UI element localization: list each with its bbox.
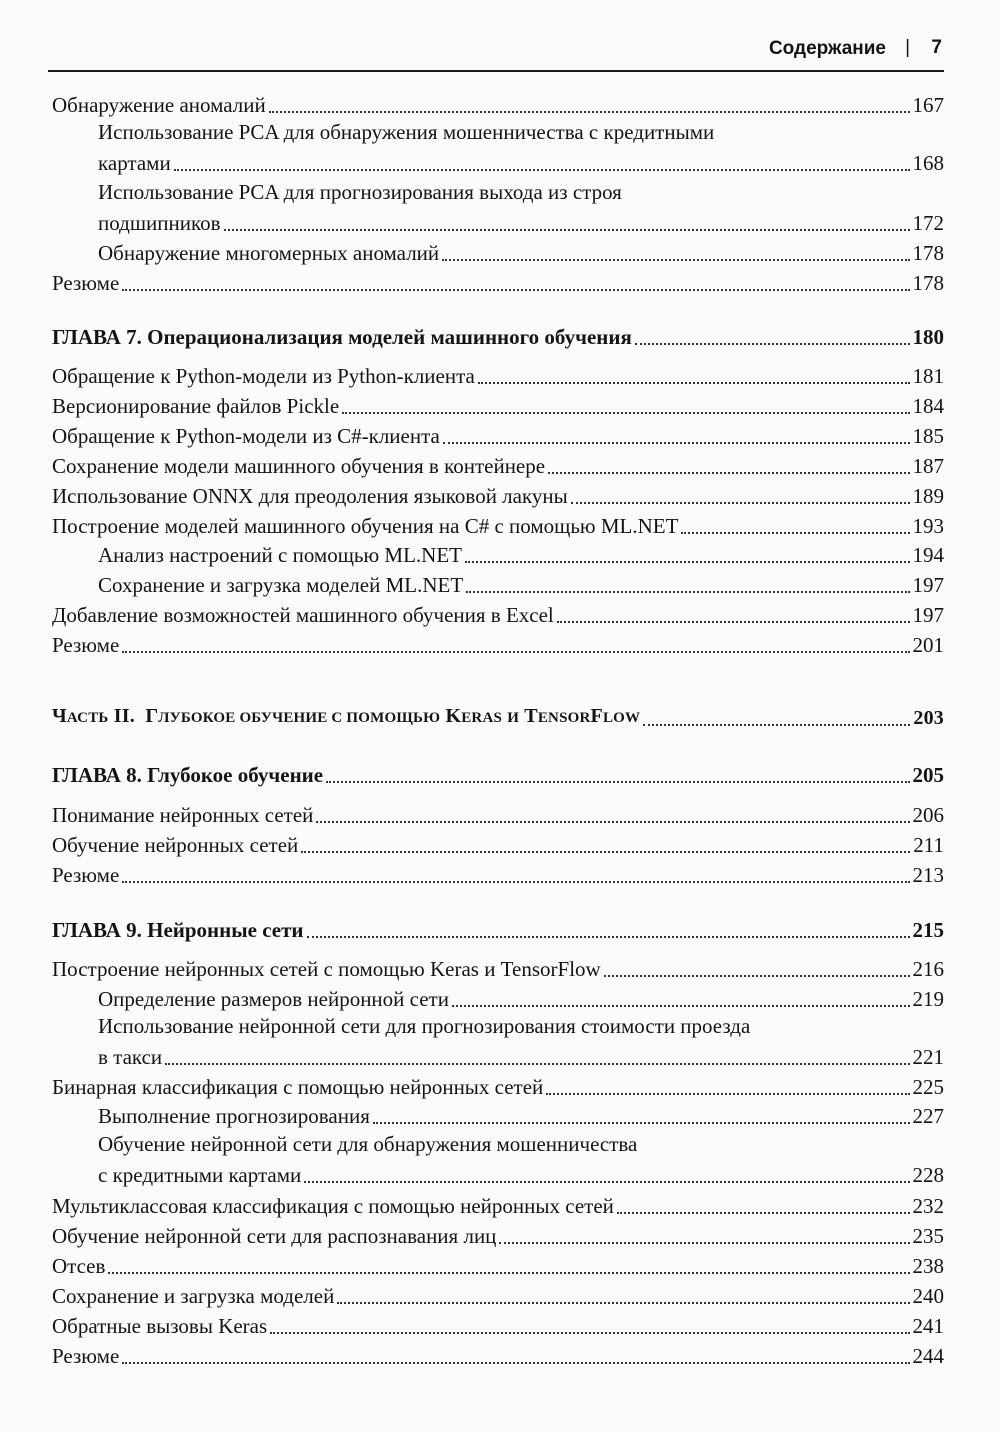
toc-entry-title: Обратные вызовы Keras — [52, 1314, 268, 1338]
toc-entry[interactable] — [52, 1281, 944, 1310]
dot-leader — [301, 851, 910, 853]
chapter-page: 215 — [912, 918, 944, 942]
toc-entry-page: 213 — [912, 863, 944, 887]
toc-subentry[interactable] — [98, 148, 944, 177]
toc-entry-title: Определение размеров нейронной сети — [98, 987, 449, 1011]
toc-entry-title-line2: подшипников — [98, 211, 221, 235]
dot-leader — [337, 1302, 909, 1304]
toc-entry-title: Резюме — [52, 633, 120, 657]
dot-leader — [604, 975, 910, 977]
dot-leader — [122, 881, 909, 883]
toc-subentry[interactable] — [98, 208, 944, 237]
dot-leader — [165, 1063, 909, 1065]
toc-entry[interactable] — [52, 830, 944, 859]
dot-leader — [122, 651, 909, 653]
dot-leader — [443, 442, 910, 444]
toc-entry[interactable] — [52, 1311, 944, 1340]
toc-entry-title: Мультиклассовая классификация с помощью нейронных сетей — [52, 1194, 614, 1218]
dot-leader — [452, 1005, 910, 1007]
chapter-title: ГЛАВА 9. Нейронные сети — [52, 918, 304, 942]
part-word-cap: F — [590, 705, 603, 727]
dot-leader — [499, 1242, 909, 1244]
dot-leader — [307, 936, 910, 938]
chapter-title: ГЛАВА 7. Операционализация моделей машинного обучения — [52, 325, 632, 349]
toc-entry-page: 228 — [912, 1163, 944, 1187]
dot-leader — [465, 561, 910, 563]
chapter-page: 180 — [912, 325, 944, 349]
toc-chapter-9[interactable] — [52, 915, 944, 944]
header-separator: | — [905, 37, 910, 58]
toc-entry-page: 225 — [912, 1075, 944, 1099]
running-header — [48, 36, 944, 72]
dot-leader — [571, 502, 910, 504]
toc-entry-page: 178 — [912, 241, 944, 265]
chapter-page: 205 — [912, 763, 944, 787]
part-word-rest: ERAS — [461, 710, 503, 726]
header-page-number: 7 — [931, 37, 942, 58]
toc-entry-title: Сохранение и загрузка моделей — [52, 1284, 335, 1308]
toc-entry-page: 211 — [913, 833, 944, 857]
toc-subentry[interactable] — [98, 984, 944, 1013]
dot-leader — [304, 1181, 909, 1183]
toc-entry-title-line1[interactable]: Использование PCA для прогнозирования выхода из строя — [98, 180, 622, 204]
toc-entry-page: 181 — [912, 364, 944, 388]
toc-entry[interactable] — [52, 90, 944, 119]
toc-entry-title: Обнаружение аномалий — [52, 93, 266, 117]
toc-entry-title: Сохранение модели машинного обучения в контейнере — [52, 454, 546, 478]
toc-entry[interactable] — [52, 1221, 944, 1250]
dot-leader — [373, 1122, 910, 1124]
toc-entry-page: 227 — [912, 1104, 944, 1128]
part-word-cap: K — [445, 705, 462, 727]
toc-entry-title: Отсев — [52, 1254, 106, 1278]
dot-leader — [478, 382, 910, 384]
dot-leader — [269, 111, 910, 113]
dot-leader — [108, 1272, 909, 1274]
toc-entry[interactable] — [52, 954, 944, 983]
part-word-rest: ЛУБОКОЕ ОБУЧЕНИЕ С ПОМОЩЬЮ — [158, 710, 441, 726]
toc-entry-page: 185 — [912, 424, 944, 448]
toc-entry[interactable] — [52, 860, 944, 889]
toc-entry-title-line2: картами — [98, 151, 171, 175]
part-word-rest: ENSOR — [537, 710, 591, 726]
dot-leader — [466, 591, 909, 593]
toc-entry[interactable] — [52, 361, 944, 390]
part-page: 203 — [913, 707, 944, 729]
toc-chapter-7[interactable] — [52, 322, 944, 351]
toc-entry-page: 167 — [912, 93, 944, 117]
toc-entry[interactable] — [52, 1341, 944, 1370]
header-section-title: Содержание — [768, 38, 886, 59]
part-word: И — [507, 710, 520, 726]
toc-entry-page: 184 — [912, 394, 944, 418]
toc-entry-page: 193 — [912, 514, 944, 538]
toc-entry-page: 221 — [912, 1045, 944, 1069]
toc-entry-title: Резюме — [52, 863, 120, 887]
toc-entry-title-line2: с кредитными картами — [98, 1163, 302, 1187]
toc-entry-page: 240 — [912, 1284, 944, 1308]
toc-chapter-8[interactable] — [52, 760, 944, 789]
toc-entry-page: 178 — [912, 271, 944, 295]
dot-leader — [174, 169, 910, 171]
toc-entry-title: Анализ настроений с помощью ML.NET — [98, 543, 462, 567]
toc-entry-title: Сохранение и загрузка моделей ML.NET — [98, 573, 464, 597]
toc-entry-page: 172 — [912, 211, 944, 235]
toc-entry-page: 206 — [912, 803, 944, 827]
toc-entry-page: 244 — [912, 1344, 944, 1368]
toc-entry[interactable] — [52, 421, 944, 450]
toc-entry[interactable] — [52, 1191, 944, 1220]
chapter-title: ГЛАВА 8. Глубокое обучение — [52, 763, 324, 787]
toc-subentry[interactable] — [98, 1042, 944, 1071]
toc-entry[interactable] — [52, 600, 944, 629]
part-number: II. — [113, 705, 135, 727]
toc-subentry[interactable] — [98, 570, 944, 599]
toc-entry[interactable] — [52, 511, 944, 540]
toc-entry-title-line1[interactable]: Обучение нейронной сети для обнаружения мошенничества — [98, 1132, 638, 1156]
toc-entry-page: 201 — [912, 633, 944, 657]
toc-entry[interactable] — [52, 1072, 944, 1101]
toc-entry[interactable] — [52, 451, 944, 480]
toc-entry-title: Понимание нейронных сетей — [52, 803, 314, 827]
toc-subentry[interactable] — [98, 238, 944, 267]
part-title — [52, 703, 640, 732]
toc-entry-title: Обращение к Python-модели из C#-клиента — [52, 424, 440, 448]
toc-part-2[interactable] — [52, 703, 944, 732]
toc-entry-title: Резюме — [52, 1344, 120, 1368]
toc-entry-title: Обучение нейронной сети для распознавания лиц — [52, 1224, 497, 1248]
dot-leader — [342, 412, 909, 414]
dot-leader — [442, 259, 909, 261]
dot-leader — [224, 229, 910, 231]
toc-entry[interactable] — [52, 630, 944, 659]
toc-entry-page: 219 — [912, 987, 944, 1011]
toc-entry-page: 187 — [912, 454, 944, 478]
toc-entry-title-line1[interactable]: Использование PCA для обнаружения мошенничества с кредитными — [98, 120, 715, 144]
toc-entry-page: 235 — [912, 1224, 944, 1248]
dot-leader — [617, 1212, 910, 1214]
toc-entry[interactable] — [52, 481, 944, 510]
part-word-rest: LOW — [602, 710, 641, 726]
toc-entry-title: Обнаружение многомерных аномалий — [98, 241, 440, 265]
toc-entry[interactable] — [52, 1251, 944, 1280]
toc-entry-title-line1[interactable]: Использование нейронной сети для прогнозирования стоимости проезда — [98, 1014, 751, 1038]
toc-entry-title: Версионирование файлов Pickle — [52, 394, 340, 418]
toc-subentry[interactable] — [98, 540, 944, 569]
toc-subentry[interactable] — [98, 1160, 944, 1189]
part-word-cap: Г — [145, 705, 159, 727]
toc-entry-title: Построение моделей машинного обучения на C# с помощью ML.NET — [52, 514, 679, 538]
dot-leader — [643, 724, 910, 726]
dot-leader — [326, 781, 909, 783]
toc-entry-title: Обращение к Python-модели из Python-клиента — [52, 364, 475, 388]
dot-leader — [546, 1093, 909, 1095]
toc-entry-page: 189 — [912, 484, 944, 508]
toc-entry-title: Построение нейронных сетей с помощью Keras и TensorFlow — [52, 957, 601, 981]
part-word-rest: АСТЬ — [66, 710, 109, 726]
toc-entry-page: 216 — [912, 957, 944, 981]
dot-leader — [122, 1362, 909, 1364]
toc-entry-page: 194 — [912, 543, 944, 567]
toc-entry-page: 168 — [912, 151, 944, 175]
toc-entry[interactable] — [52, 391, 944, 420]
toc-entry-page: 197 — [912, 573, 944, 597]
toc-entry-page: 197 — [912, 603, 944, 627]
toc-subentry[interactable] — [98, 1101, 944, 1130]
toc-entry-title: Добавление возможностей машинного обучения в Excel — [52, 603, 554, 627]
toc-entry-title: Выполнение прогнозирования — [98, 1104, 370, 1128]
dot-leader — [548, 472, 909, 474]
dot-leader — [270, 1332, 909, 1334]
dot-leader — [557, 621, 910, 623]
toc-entry-page: 238 — [912, 1254, 944, 1278]
toc-entry-title-line2: в такси — [98, 1045, 163, 1069]
dot-leader — [122, 289, 909, 291]
dot-leader — [681, 532, 909, 534]
part-word-cap: T — [524, 705, 538, 727]
toc-entry-page: 232 — [912, 1194, 944, 1218]
toc-entry-title: Резюме — [52, 271, 120, 295]
dot-leader — [316, 821, 909, 823]
dot-leader — [635, 343, 910, 345]
toc-entry-title: Обучение нейронных сетей — [52, 833, 299, 857]
toc-entry-title: Бинарная классификация с помощью нейронных сетей — [52, 1075, 544, 1099]
toc-entry-page: 241 — [912, 1314, 944, 1338]
toc-entry[interactable] — [52, 268, 944, 297]
toc-entry-title: Использование ONNX для преодоления языковой лакуны — [52, 484, 568, 508]
toc-entry[interactable] — [52, 800, 944, 829]
part-word-cap: Ч — [52, 705, 67, 727]
